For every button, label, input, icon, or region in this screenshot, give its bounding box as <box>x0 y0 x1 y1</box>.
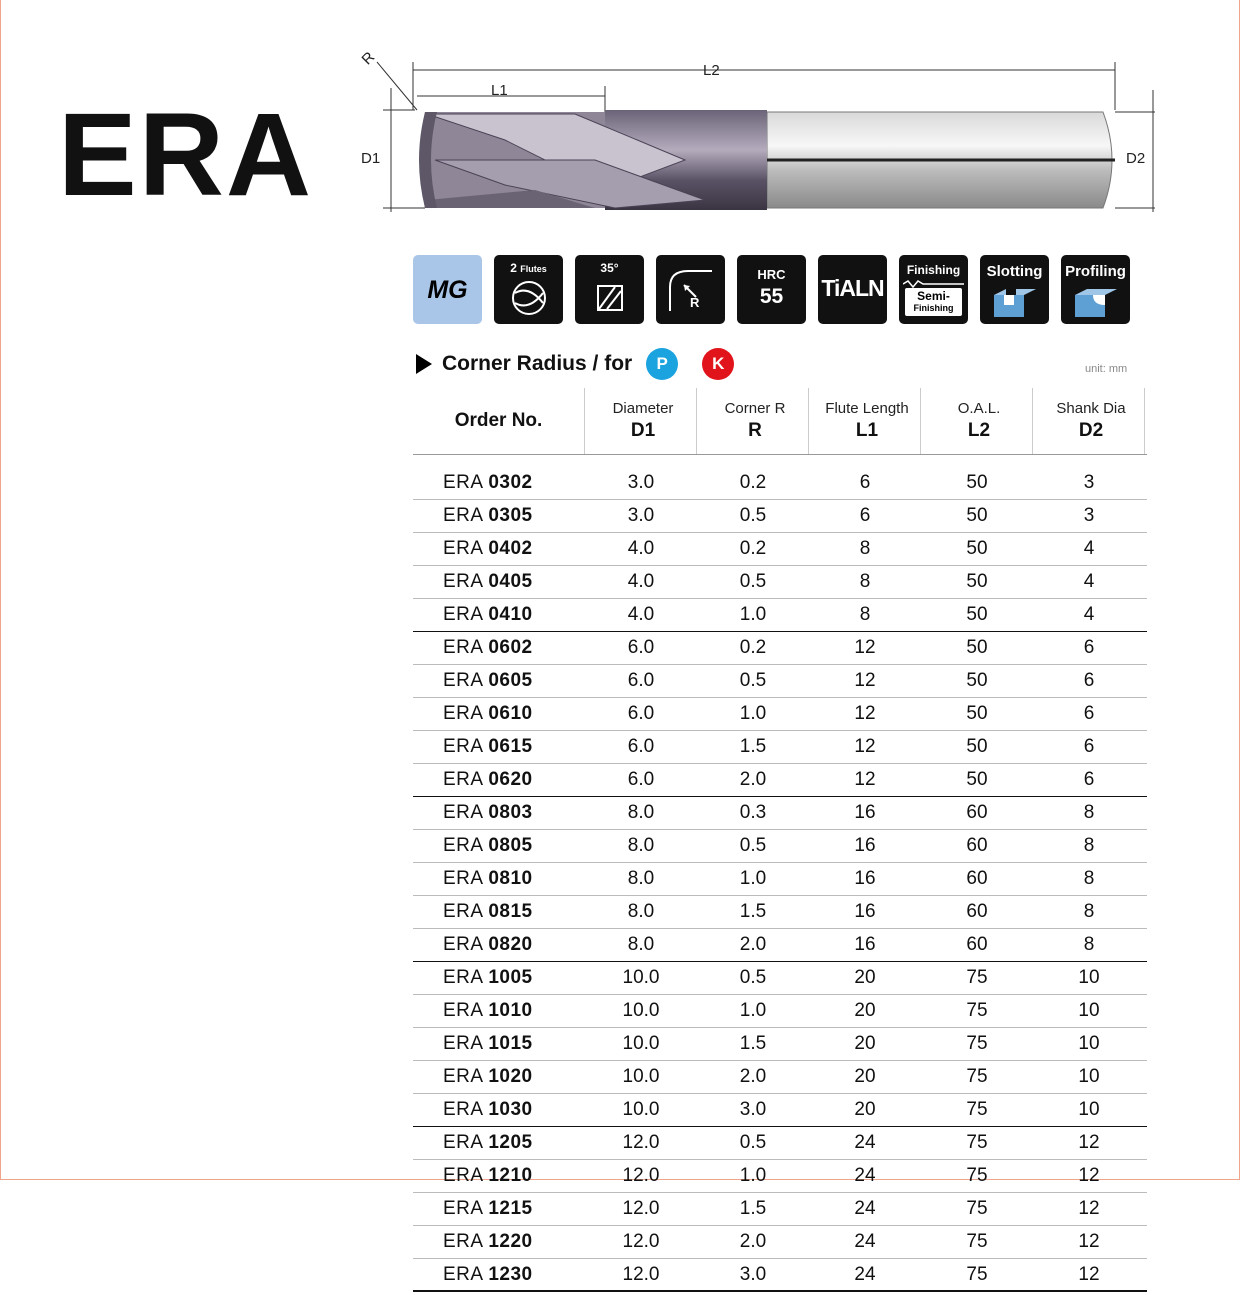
order-code: 0803 <box>488 802 533 823</box>
flute-length-cell: 16 <box>854 934 876 955</box>
oal-cell: 60 <box>966 901 988 922</box>
header-diameter: Diameter D1 <box>590 388 697 454</box>
oal-cell: 60 <box>966 835 988 856</box>
order-prefix: ERA <box>443 1066 483 1087</box>
order-code: 1230 <box>488 1263 533 1285</box>
diameter-cell: 12.0 <box>622 1231 660 1252</box>
order-no-cell <box>413 637 585 659</box>
order-code: 0405 <box>488 571 533 592</box>
flutes-label: Flutes <box>520 264 547 274</box>
table-row <box>413 1127 1147 1160</box>
shank-dia-cell: 6 <box>1083 703 1095 724</box>
order-code: 1005 <box>488 967 533 988</box>
flute-length-cell: 16 <box>854 901 876 922</box>
corner-r-cell: 1.5 <box>739 1033 767 1054</box>
order-no-cell <box>413 835 585 857</box>
order-no-cell <box>413 538 585 560</box>
diameter-cell: 10.0 <box>622 1033 660 1054</box>
shank-dia-cell: 6 <box>1083 769 1095 790</box>
corner-r-cell: 2.0 <box>739 769 767 790</box>
order-prefix: ERA <box>443 1000 483 1021</box>
order-no-cell <box>413 1099 585 1121</box>
corner-r-cell: 0.5 <box>739 835 767 856</box>
oal-cell: 50 <box>966 736 988 757</box>
oal-cell: 75 <box>966 1099 988 1120</box>
diameter-cell: 8.0 <box>627 868 655 889</box>
finishing-semi-label: Semi- <box>917 289 950 303</box>
order-prefix: ERA <box>443 1033 483 1054</box>
table-header <box>413 388 1147 455</box>
shank-dia-cell: 12 <box>1078 1132 1100 1153</box>
corner-r-cell: 0.2 <box>739 538 767 559</box>
flute-length-cell: 20 <box>854 1066 876 1087</box>
hrc-badge: HRC 55 <box>737 255 806 324</box>
flute-length-cell: 20 <box>854 1000 876 1021</box>
corner-r-cell: 1.5 <box>739 901 767 922</box>
table-row <box>413 665 1147 698</box>
order-prefix: ERA <box>443 1099 483 1120</box>
diameter-cell: 12.0 <box>622 1198 660 1219</box>
flute-length-cell: 8 <box>859 604 871 625</box>
shank-dia-cell: 6 <box>1083 736 1095 757</box>
diameter-cell: 12.0 <box>622 1132 660 1153</box>
flute-length-cell: 16 <box>854 835 876 856</box>
order-prefix: ERA <box>443 835 483 856</box>
diameter-cell: 6.0 <box>627 703 655 724</box>
corner-r-cell: 1.0 <box>739 1000 767 1021</box>
flutes-number: 2 <box>510 261 517 275</box>
spec-table <box>413 388 1147 1292</box>
oal-cell: 50 <box>966 769 988 790</box>
flute-cross-section-icon <box>509 279 549 317</box>
shank-dia-cell: 10 <box>1078 1066 1100 1087</box>
order-no-cell <box>413 1132 585 1154</box>
order-prefix: ERA <box>443 571 483 592</box>
corner-r-cell: 1.0 <box>739 703 767 724</box>
diameter-cell: 6.0 <box>627 736 655 757</box>
table-row <box>413 467 1147 500</box>
order-no-cell <box>413 571 585 593</box>
table-row <box>413 1160 1147 1193</box>
section-title: Corner Radius / for <box>442 352 633 375</box>
oal-cell: 50 <box>966 505 988 526</box>
end-mill-drawing <box>355 40 1155 240</box>
corner-r-cell: 3.0 <box>739 1263 767 1285</box>
flute-length-cell: 24 <box>854 1165 876 1186</box>
flute-length-cell: 24 <box>854 1263 876 1285</box>
shank-dia-cell: 10 <box>1078 1099 1100 1120</box>
flute-length-cell: 12 <box>854 703 876 724</box>
corner-r-cell: 0.2 <box>739 472 767 493</box>
shank-dia-cell: 12 <box>1078 1263 1100 1285</box>
diameter-cell: 10.0 <box>622 1000 660 1021</box>
surface-wave-icon <box>903 280 964 288</box>
flute-length-cell: 8 <box>859 571 871 592</box>
diameter-cell: 6.0 <box>627 769 655 790</box>
oal-cell: 50 <box>966 703 988 724</box>
diameter-cell: 10.0 <box>622 1099 660 1120</box>
oal-cell: 75 <box>966 1132 988 1153</box>
order-prefix: ERA <box>443 538 483 559</box>
flute-length-cell: 8 <box>859 538 871 559</box>
table-row <box>413 830 1147 863</box>
header-flute-length: Flute Length L1 <box>814 388 921 454</box>
order-code: 0620 <box>488 769 533 790</box>
oal-cell: 50 <box>966 538 988 559</box>
oal-cell: 75 <box>966 967 988 988</box>
order-code: 1210 <box>488 1165 533 1186</box>
order-no-cell <box>413 505 585 527</box>
corner-r-cell: 2.0 <box>739 934 767 955</box>
diameter-cell: 10.0 <box>622 967 660 988</box>
table-row <box>413 1061 1147 1094</box>
d1-dim-label: D1 <box>361 150 381 167</box>
order-prefix: ERA <box>443 736 483 757</box>
flutes-badge <box>494 255 563 324</box>
section-arrow-icon <box>416 354 432 374</box>
shank-dia-cell: 8 <box>1083 934 1095 955</box>
table-row <box>413 632 1147 665</box>
order-no-cell <box>413 802 585 824</box>
order-prefix: ERA <box>443 670 483 691</box>
oal-cell: 75 <box>966 1066 988 1087</box>
order-prefix: ERA <box>443 1165 483 1186</box>
diameter-cell: 8.0 <box>627 802 655 823</box>
flute-length-cell: 6 <box>859 472 871 493</box>
flute-length-cell: 6 <box>859 505 871 526</box>
flute-length-cell: 20 <box>854 1033 876 1054</box>
oal-cell: 50 <box>966 571 988 592</box>
header-order-no: Order No. <box>413 388 585 454</box>
flute-length-cell: 16 <box>854 868 876 889</box>
header-corner-r: Corner R R <box>702 388 809 454</box>
product-title: ERA <box>58 89 314 221</box>
finishing-bottom-label: Finishing <box>913 303 954 313</box>
slotting-badge: Slotting <box>980 255 1049 324</box>
oal-cell: 75 <box>966 1231 988 1252</box>
helix-badge: 35° <box>575 255 644 324</box>
r-dim-label: R <box>358 48 379 69</box>
table-row <box>413 962 1147 995</box>
order-code: 0805 <box>488 835 533 856</box>
feature-badges <box>413 255 1130 324</box>
shank-dia-cell: 8 <box>1083 802 1095 823</box>
table-row <box>413 929 1147 962</box>
order-code: 1030 <box>488 1099 533 1120</box>
corner-r-cell: 1.0 <box>739 604 767 625</box>
table-row <box>413 599 1147 632</box>
order-prefix: ERA <box>443 1132 483 1153</box>
flute-length-cell: 20 <box>854 967 876 988</box>
l1-dim-label: L1 <box>491 82 508 99</box>
flute-length-cell: 24 <box>854 1231 876 1252</box>
slotting-block-icon <box>992 285 1038 319</box>
diameter-cell: 6.0 <box>627 637 655 658</box>
order-no-cell <box>413 670 585 692</box>
order-code: 0605 <box>488 670 533 691</box>
flute-length-cell: 24 <box>854 1198 876 1219</box>
helix-angle-icon <box>595 283 625 313</box>
order-code: 0615 <box>488 736 533 757</box>
order-no-cell <box>413 967 585 989</box>
table-row <box>413 764 1147 797</box>
order-code: 0410 <box>488 604 533 625</box>
oal-cell: 75 <box>966 1263 988 1285</box>
order-no-cell <box>413 934 585 956</box>
order-prefix: ERA <box>443 934 483 955</box>
order-code: 0305 <box>488 505 533 526</box>
order-code: 1205 <box>488 1132 533 1153</box>
table-row <box>413 1094 1147 1127</box>
flute-length-cell: 24 <box>854 1132 876 1153</box>
shank-dia-cell: 10 <box>1078 967 1100 988</box>
diameter-cell: 3.0 <box>627 505 655 526</box>
order-no-cell <box>413 1000 585 1022</box>
diameter-cell: 4.0 <box>627 571 655 592</box>
order-prefix: ERA <box>443 901 483 922</box>
shank-dia-cell: 12 <box>1078 1165 1100 1186</box>
corner-r-cell: 0.3 <box>739 802 767 823</box>
table-row <box>413 698 1147 731</box>
order-no-cell <box>413 1165 585 1187</box>
oal-cell: 50 <box>966 670 988 691</box>
order-prefix: ERA <box>443 637 483 658</box>
l2-dim-label: L2 <box>703 62 720 79</box>
order-no-cell <box>413 1066 585 1088</box>
shank-dia-cell: 12 <box>1078 1198 1100 1219</box>
order-prefix: ERA <box>443 868 483 889</box>
order-code: 1215 <box>488 1198 533 1219</box>
corner-r-cell: 1.5 <box>739 736 767 757</box>
corner-r-cell: 0.5 <box>739 571 767 592</box>
order-no-cell <box>413 769 585 791</box>
table-row <box>413 797 1147 830</box>
diameter-cell: 6.0 <box>627 670 655 691</box>
finishing-badge: Finishing Semi- Finishing <box>899 255 968 324</box>
table-row <box>413 896 1147 929</box>
profiling-block-icon <box>1073 285 1119 319</box>
corner-r-cell: 0.5 <box>739 505 767 526</box>
unit-label: unit: mm <box>1085 363 1128 375</box>
order-no-cell <box>413 1231 585 1253</box>
material-k-badge: K <box>702 348 734 380</box>
header-shank-dia: Shank Dia D2 <box>1038 388 1145 454</box>
order-code: 0815 <box>488 901 533 922</box>
d2-dim-label: D2 <box>1126 150 1146 167</box>
order-prefix: ERA <box>443 802 483 823</box>
header-oal: O.A.L. L2 <box>926 388 1033 454</box>
corner-r-cell: 1.5 <box>739 1198 767 1219</box>
flute-length-cell: 20 <box>854 1099 876 1120</box>
corner-r-cell: 0.5 <box>739 1132 767 1153</box>
table-row <box>413 1226 1147 1259</box>
order-code: 0302 <box>488 472 533 493</box>
flute-length-cell: 16 <box>854 802 876 823</box>
diameter-cell: 10.0 <box>622 1066 660 1087</box>
oal-cell: 50 <box>966 637 988 658</box>
order-prefix: ERA <box>443 769 483 790</box>
shank-dia-cell: 8 <box>1083 901 1095 922</box>
order-prefix: ERA <box>443 604 483 625</box>
oal-cell: 75 <box>966 1198 988 1219</box>
order-no-cell <box>413 901 585 923</box>
table-row <box>413 500 1147 533</box>
shank-dia-cell: 3 <box>1083 472 1095 493</box>
shank-dia-cell: 4 <box>1083 538 1095 559</box>
table-row <box>413 533 1147 566</box>
corner-r-cell: 2.0 <box>739 1231 767 1252</box>
diameter-cell: 12.0 <box>622 1263 660 1285</box>
section-header <box>416 348 734 380</box>
diameter-cell: 8.0 <box>627 835 655 856</box>
oal-cell: 75 <box>966 1000 988 1021</box>
shank-dia-cell: 6 <box>1083 670 1095 691</box>
table-row <box>413 863 1147 896</box>
order-prefix: ERA <box>443 472 483 493</box>
order-prefix: ERA <box>443 1263 483 1285</box>
order-prefix: ERA <box>443 967 483 988</box>
flute-length-cell: 12 <box>854 736 876 757</box>
corner-radius-badge <box>656 255 725 324</box>
order-code: 0810 <box>488 868 533 889</box>
corner-radius-letter: R <box>690 295 700 310</box>
order-prefix: ERA <box>443 1198 483 1219</box>
table-row <box>413 731 1147 764</box>
oal-cell: 60 <box>966 802 988 823</box>
order-no-cell <box>413 868 585 890</box>
oal-cell: 60 <box>966 934 988 955</box>
diameter-cell: 8.0 <box>627 901 655 922</box>
shank-dia-cell: 10 <box>1078 1000 1100 1021</box>
diameter-cell: 12.0 <box>622 1165 660 1186</box>
diameter-cell: 3.0 <box>627 472 655 493</box>
order-code: 0820 <box>488 934 533 955</box>
order-no-cell <box>413 736 585 758</box>
flute-length-cell: 12 <box>854 637 876 658</box>
order-code: 1010 <box>488 1000 533 1021</box>
oal-cell: 50 <box>966 604 988 625</box>
table-row <box>413 1259 1147 1292</box>
diameter-cell: 4.0 <box>627 538 655 559</box>
coating-badge: TiALN <box>818 255 887 324</box>
oal-cell: 60 <box>966 868 988 889</box>
order-no-cell <box>413 1033 585 1055</box>
order-no-cell <box>413 472 585 494</box>
table-row <box>413 1193 1147 1226</box>
table-row <box>413 566 1147 599</box>
flute-length-cell: 12 <box>854 670 876 691</box>
order-prefix: ERA <box>443 1231 483 1252</box>
corner-r-cell: 0.5 <box>739 670 767 691</box>
diameter-cell: 8.0 <box>627 934 655 955</box>
table-body <box>413 467 1147 1292</box>
shank-dia-cell: 6 <box>1083 637 1095 658</box>
order-code: 1220 <box>488 1231 533 1252</box>
shank-dia-cell: 8 <box>1083 868 1095 889</box>
profiling-badge: Profiling <box>1061 255 1130 324</box>
mg-badge: MG <box>413 255 482 324</box>
corner-r-cell: 1.0 <box>739 1165 767 1186</box>
oal-cell: 50 <box>966 472 988 493</box>
shank-dia-cell: 3 <box>1083 505 1095 526</box>
shank-dia-cell: 4 <box>1083 571 1095 592</box>
order-no-cell <box>413 703 585 725</box>
shank-dia-cell: 8 <box>1083 835 1095 856</box>
table-row <box>413 995 1147 1028</box>
order-no-cell <box>413 604 585 626</box>
shank-dia-cell: 4 <box>1083 604 1095 625</box>
shank-dia-cell: 10 <box>1078 1033 1100 1054</box>
order-code: 1015 <box>488 1033 533 1054</box>
order-code: 0602 <box>488 637 533 658</box>
oal-cell: 75 <box>966 1165 988 1186</box>
diameter-cell: 4.0 <box>627 604 655 625</box>
corner-r-cell: 1.0 <box>739 868 767 889</box>
table-row <box>413 1028 1147 1061</box>
corner-r-cell: 0.5 <box>739 967 767 988</box>
tool-diagram <box>355 40 1155 240</box>
order-no-cell <box>413 1198 585 1220</box>
order-prefix: ERA <box>443 703 483 724</box>
oal-cell: 75 <box>966 1033 988 1054</box>
corner-r-cell: 3.0 <box>739 1099 767 1120</box>
order-code: 0402 <box>488 538 533 559</box>
order-code: 0610 <box>488 703 533 724</box>
order-no-cell <box>413 1264 585 1286</box>
order-code: 1020 <box>488 1066 533 1087</box>
corner-r-cell: 2.0 <box>739 1066 767 1087</box>
material-p-badge: P <box>646 348 678 380</box>
corner-r-cell: 0.2 <box>739 637 767 658</box>
shank-dia-cell: 12 <box>1078 1231 1100 1252</box>
flute-length-cell: 12 <box>854 769 876 790</box>
order-prefix: ERA <box>443 505 483 526</box>
